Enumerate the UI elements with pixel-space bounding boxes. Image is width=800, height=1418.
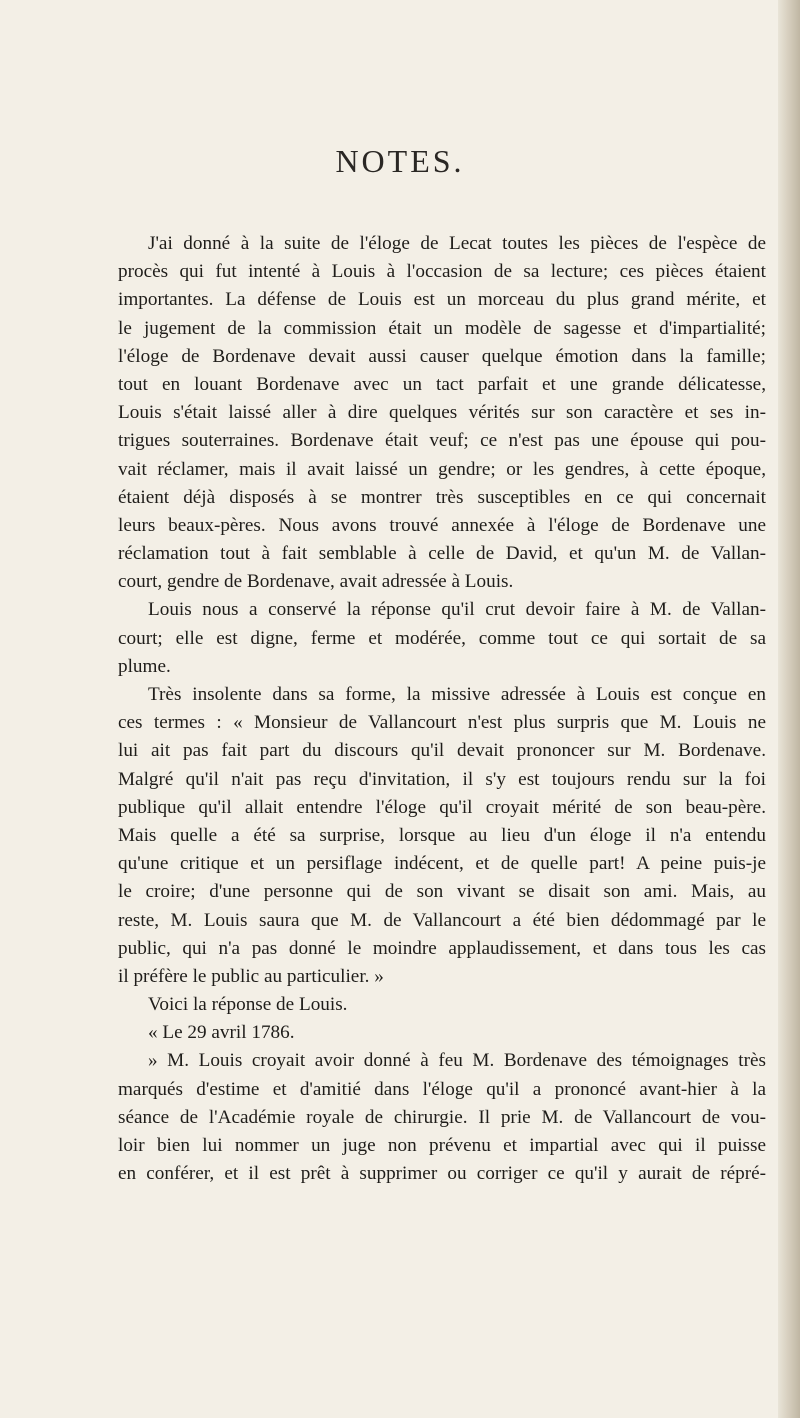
text-line: reste, M. Louis saura que M. de Vallancourt a été bien dédommagé par le (118, 909, 766, 931)
text-line: court; elle est digne, ferme et modérée, comme tout ce qui sortait de sa (118, 627, 766, 649)
text-line: ces termes : « Monsieur de Vallancourt n'est plus surpris que M. Louis ne (118, 712, 766, 734)
text-line: marqués d'estime et d'amitié dans l'éloge qu'il a prononcé avant-hier à la (118, 1078, 766, 1100)
text-line: Louis nous a conservé la réponse qu'il crut devoir faire à M. de Vallan- (148, 599, 766, 621)
page-title: NOTES. (335, 143, 465, 179)
text-line: étaient déjà disposés à se montrer très susceptibles en ce qui concernait (118, 486, 766, 508)
text-line: en conférer, et il est prêt à supprimer ou corriger ce qu'il y aurait de répré- (118, 1163, 766, 1185)
text-line: plume. (118, 655, 171, 677)
text-line: J'ai donné à la suite de l'éloge de Lecat toutes les pièces de l'espèce de (148, 233, 766, 254)
text-line: Mais quelle a été sa surprise, lorsque au lieu d'un éloge il n'a entendu (118, 824, 766, 846)
text-line: procès qui fut intenté à Louis à l'occasion de sa lecture; ces pièces étaient (118, 261, 766, 283)
text-line: public, qui n'a pas donné le moindre applaudissement, et dans tous les cas (118, 937, 766, 959)
text-line: tout en louant Bordenave avec un tact parfait et une grande délicatesse, (118, 373, 766, 395)
text-line: publique qu'il allait entendre l'éloge qu'il croyait mérité de son beau-père. (118, 796, 766, 818)
text-line: trigues souterraines. Bordenave était veuf; ce n'est pas une épouse qui pou- (118, 430, 766, 452)
text-line: Louis s'était laissé aller à dire quelques vérités sur son caractère et ses in- (118, 402, 766, 424)
text-line: séance de l'Académie royale de chirurgie. Il prie M. de Vallancourt de vou- (118, 1106, 766, 1128)
body-text (118, 230, 766, 1188)
text-line: qu'une critique et un persiflage indécent, et de quelle part! A peine puis-je (118, 853, 766, 875)
text-line: loir bien lui nommer un juge non prévenu et impartial avec qui il puisse (118, 1135, 766, 1156)
text-line: il préfère le public au particulier. » (118, 965, 384, 987)
page-edge (778, 0, 800, 1418)
text-line: le jugement de la commission était un modèle de sagesse et d'impartialité; (118, 317, 766, 339)
text-line: importantes. La défense de Louis est un morceau du plus grand mérite, et (118, 289, 766, 311)
text-line: l'éloge de Bordenave devait aussi causer quelque émotion dans la famille; (118, 345, 766, 367)
text-line: réclamation tout à fait semblable à celle de David, et qu'un M. de Vallan- (118, 543, 766, 565)
text-line: court, gendre de Bordenave, avait adressée à Louis. (118, 571, 514, 593)
text-line: » M. Louis croyait avoir donné à feu M. Bordenave des témoignages très (148, 1050, 766, 1072)
text-line: « Le 29 avril 1786. (148, 1022, 295, 1044)
text-line: le croire; d'une personne qui de son vivant se disait son ami. Mais, au (118, 881, 766, 903)
text-line: Très insolente dans sa forme, la missive adressée à Louis est conçue en (148, 684, 766, 705)
text-line: lui ait pas fait part du discours qu'il devait prononcer sur M. Bordenave. (118, 740, 766, 762)
text-line: Voici la réponse de Louis. (148, 994, 348, 1016)
text-line: leurs beaux-pères. Nous avons trouvé annexée à l'éloge de Bordenave une (118, 514, 766, 536)
text-line: Malgré qu'il n'ait pas reçu d'invitation, il s'y est toujours rendu sur la foi (118, 768, 766, 790)
text-line: vait réclamer, mais il avait laissé un gendre; or les gendres, à cette époque, (118, 458, 766, 480)
